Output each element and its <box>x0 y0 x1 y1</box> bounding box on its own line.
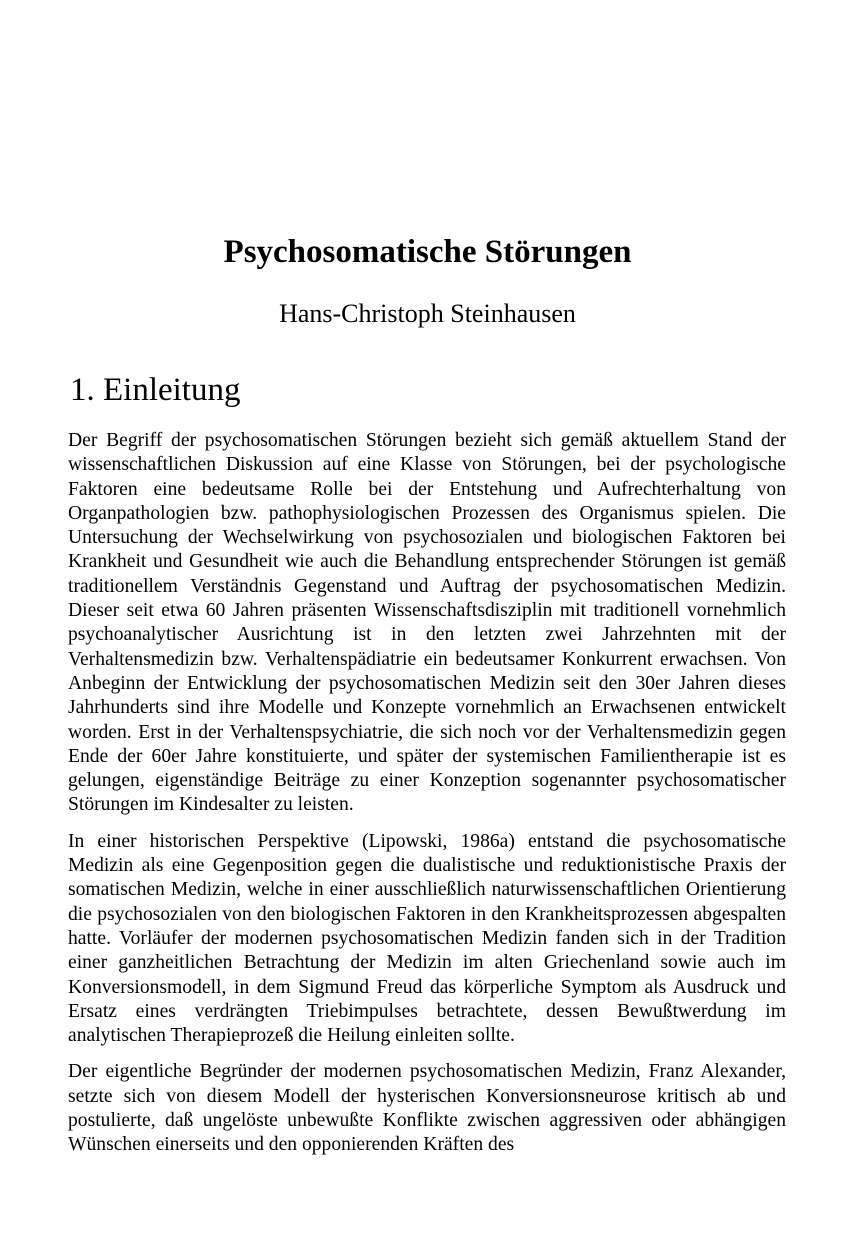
body-text <box>68 429 786 1170</box>
author-name: Hans-Christoph Steinhausen <box>279 299 576 328</box>
paragraph-2: In einer historischen Perspektive (Lipowski, 1986a) entstand die psychosomatische Medizin als eine Gegenposition gegen die dualistische und reduktionistische Praxis der somatischen Medizin, welche in einer ausschließlich naturwissenschaftlichen Orientierung die psychosozialen von den biologischen Faktoren in den Krankheitsprozessen abgespalten hatte. Vorläufer der modernen psychosomatischen Medizin fanden sich in der Tradition einer ganzheitlichen Betrachtung der Medizin im alten Griechenland sowie auch im Konversionsmodell, in dem Sigmund Freud das körperliche Symptom als Ausdruck und Ersatz eines verdrängten Triebimpulses betrachtete, dessen Bewußtwerdung im analytischen Therapieprozeß die Heilung einleiten sollte. <box>68 830 786 1047</box>
paper-title: Psychosomatische Störungen <box>223 234 632 270</box>
section-heading: 1. Einleitung <box>70 372 241 408</box>
paragraph-1: Der Begriff der psychosomatischen Störungen bezieht sich gemäß aktuellem Stand der wissenschaftlichen Diskussion auf eine Klasse von Störungen, bei der psychologische Faktoren eine bedeutsame Rolle bei der Entstehung und Aufrechterhaltung von Organpathologien bzw. pathophysiologischen Prozessen des Organismus spielen. Die Untersuchung der Wechselwirkung von psychosozialen und biologischen Faktoren bei Krankheit und Gesundheit wie auch die Behandlung entsprechender Störungen ist gemäß traditionellem Verständnis Gegenstand und Auftrag der psychosomatischen Medizin. Dieser seit etwa 60 Jahren präsenten Wissenschaftsdisziplin mit traditionell vornehmlich psychoanalytischer Ausrichtung ist in den letzten zwei Jahrzehnten mit der Verhaltensmedizin bzw. Verhaltenspädiatrie ein bedeutsamer Konkurrent erwachsen. Von Anbeginn der Entwicklung der psychosomatischen Medizin seit den 30er Jahren dieses Jahrhunderts sind ihre Modelle und Konzepte vornehmlich an Erwachsenen entwickelt worden. Erst in der Verhaltenspsychiatrie, die sich noch vor der Verhaltensmedizin gegen Ende der 60er Jahre konstituierte, und später der systemischen Familientherapie ist es gelungen, eigenständige Beiträge zu einer Konzeption sogenannter psychosomatischer Störungen im Kindesalter zu leisten. <box>68 430 786 816</box>
paragraph-3: Der eigentliche Begründer der modernen psychosomatischen Medizin, Franz Alexander, setzte sich von diesem Modell der hysterischen Konversionsneurose kritisch ab und postulierte, daß ungelöste unbewußte Konflikte zwischen aggressiven oder abhängigen Wünschen einerseits und den opponierenden Kräften des <box>68 1061 786 1156</box>
